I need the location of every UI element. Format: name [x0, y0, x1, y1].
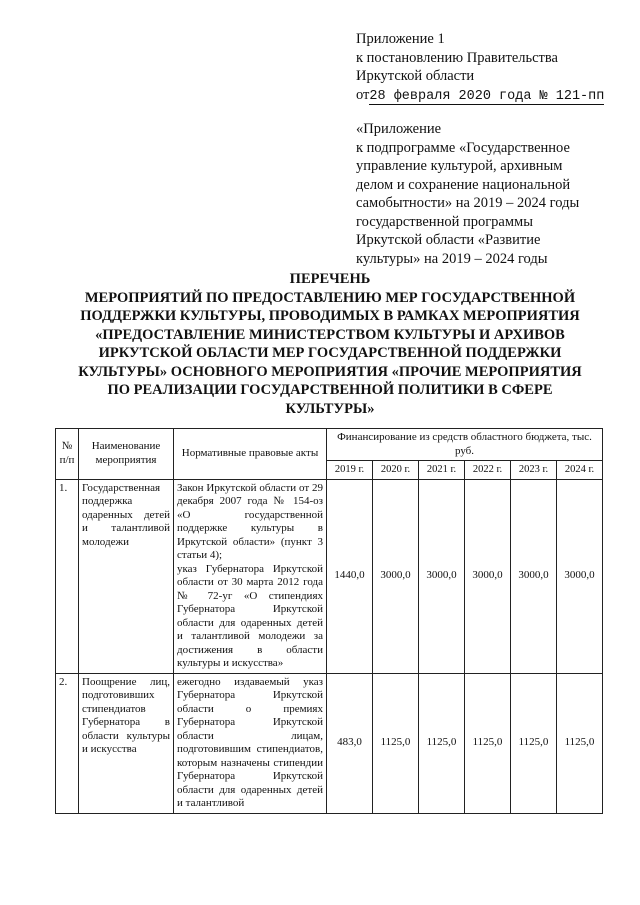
document-title: [60, 270, 600, 418]
title-line: КУЛЬТУРЫ»: [285, 400, 375, 417]
sub-appendix-line: «Приложение: [356, 121, 442, 137]
title-line: «ПРЕДОСТАВЛЕНИЕ МИНИСТЕРСТВОМ КУЛЬТУРЫ И АРХИВОВ: [95, 326, 565, 343]
table-row: [56, 673, 603, 813]
header-year: 2023 г.: [511, 461, 557, 480]
sub-appendix-line: самобытности» на 2019 – 2024 годы: [356, 195, 580, 211]
title-line: ПО РЕАЛИЗАЦИИ ГОСУДАРСТВЕННОЙ ПОЛИТИКИ В СФЕРЕ: [107, 382, 553, 398]
row-value: 3000,0: [419, 479, 465, 673]
row-num: 2.: [56, 673, 79, 813]
header-year: 2024 г.: [557, 461, 603, 480]
measures-table: [55, 428, 603, 814]
sub-appendix-line: к подпрограмме «Государственное: [356, 139, 570, 156]
appendix-line: Приложение 1: [356, 31, 445, 47]
table-header-row: [56, 429, 603, 461]
row-acts: ежегодно издаваемый указ Губернатора Иркутской области о премиях Губернатора Иркутской области лицам, подготовившим стипендиатов, которым назначены стипендии Губернатора Иркутской области для одаренных детей и талантливой: [174, 673, 327, 813]
header-year: 2020 г.: [373, 461, 419, 480]
header-funding: Финансирование из средств областного бюджета, тыс. руб.: [327, 429, 603, 461]
row-value: 1440,0: [327, 479, 373, 673]
row-value: 1125,0: [419, 673, 465, 813]
row-name: Поощрение лиц, подготовивших стипендиатов Губернатора в области культуры и искусства: [79, 673, 174, 813]
title-line: ПОДДЕРЖКИ КУЛЬТУРЫ, ПРОВОДИМЫХ В РАМКАХ МЕРОПРИЯТИЯ: [80, 308, 580, 324]
table-row: [56, 479, 603, 673]
row-acts: Закон Иркутской области от 29 декабря 2007 года № 154-оз «О государственной поддержке культуры в Иркутской области» (пункт 3 статьи 4); указ Губернатора Иркутской области от 30 марта 2012 года № 72-уг «О стипендиях Губернатора Иркутской области для одаренных детей и талантливой молодежи за достижения в области культуры и искусства»: [174, 479, 327, 673]
sub-appendix-line: культуры» на 2019 – 2024 годы: [356, 250, 548, 267]
row-value: 3000,0: [557, 479, 603, 673]
header-year: 2022 г.: [465, 461, 511, 480]
title-line: МЕРОПРИЯТИЙ ПО ПРЕДОСТАВЛЕНИЮ МЕР ГОСУДАРСТВЕННОЙ: [84, 289, 576, 306]
sub-appendix-line: управление культурой, архивным: [356, 158, 563, 174]
header-num: № п/п: [56, 429, 79, 480]
appendix-date-line: [356, 86, 626, 107]
row-num: 1.: [56, 479, 79, 673]
row-value: 1125,0: [465, 673, 511, 813]
row-value: 1125,0: [557, 673, 603, 813]
sub-appendix-header: [356, 120, 626, 268]
title-line: КУЛЬТУРЫ» ОСНОВНОГО МЕРОПРИЯТИЯ «ПРОЧИЕ МЕРОПРИЯТИЯ: [78, 363, 582, 380]
row-value: 1125,0: [511, 673, 557, 813]
row-value: 1125,0: [373, 673, 419, 813]
row-value: 483,0: [327, 673, 373, 813]
sub-appendix-line: государственной программы: [356, 213, 533, 230]
title-line: ПЕРЕЧЕНЬ: [289, 271, 371, 287]
sub-appendix-line: Иркутской области «Развитие: [356, 232, 541, 248]
header-year: 2019 г.: [327, 461, 373, 480]
row-value: 3000,0: [511, 479, 557, 673]
row-value: 3000,0: [373, 479, 419, 673]
header-name: Наименование мероприятия: [79, 429, 174, 480]
row-name: Государственная поддержка одаренных детей и талантливой молодежи: [79, 479, 174, 673]
appendix-line: Иркутской области: [356, 68, 475, 84]
appendix-line: к постановлению Правительства: [356, 49, 558, 66]
title-line: ИРКУТСКОЙ ОБЛАСТИ МЕР ГОСУДАРСТВЕННОЙ ПОДДЕРЖКИ: [98, 345, 562, 361]
header-acts: Нормативные правовые акты: [174, 429, 327, 480]
header-year: 2021 г.: [419, 461, 465, 480]
appendix-date: 28 февраля 2020 года № 121-пп: [369, 88, 605, 104]
sub-appendix-line: делом и сохранение национальной: [356, 176, 571, 193]
row-value: 3000,0: [465, 479, 511, 673]
appendix-header: [356, 30, 626, 106]
appendix-date-prefix: от: [356, 86, 370, 103]
